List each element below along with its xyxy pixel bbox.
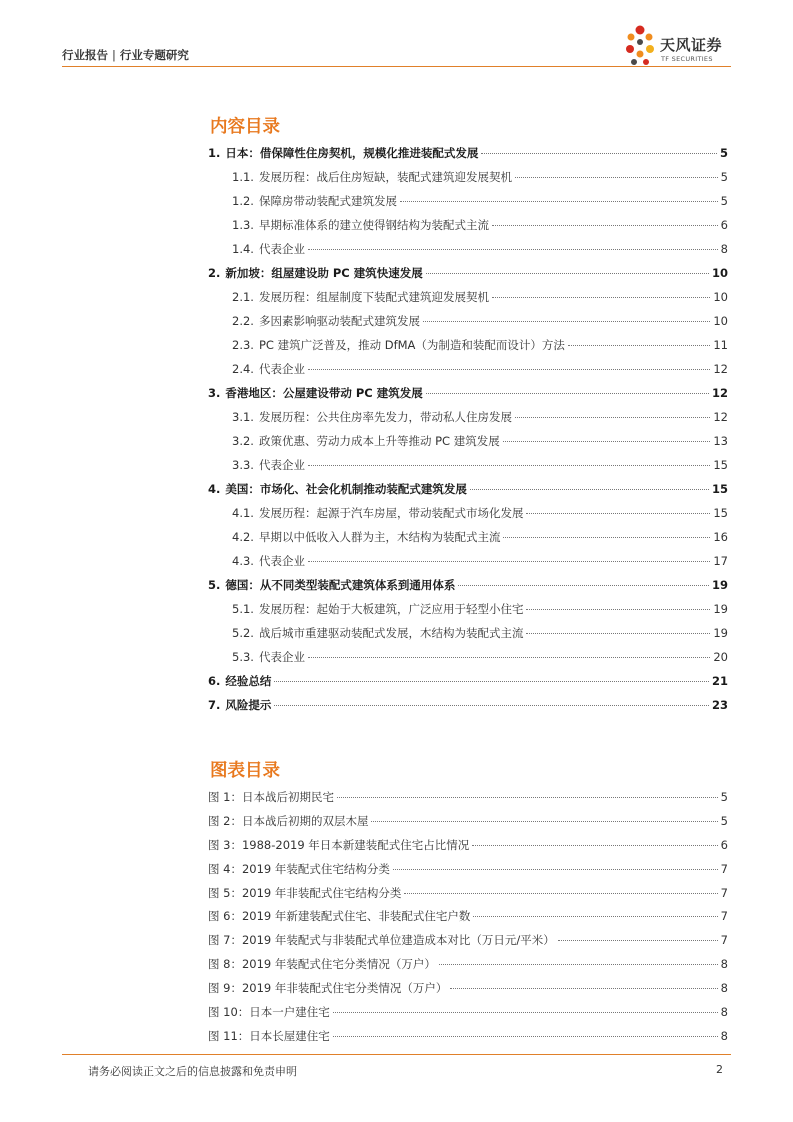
toc-entry-title: 经验总结 — [225, 674, 272, 688]
figure-entry-title: 图 3：1988-2019 年日本新建装配式住宅占比情况 — [208, 837, 470, 852]
dot-leader — [274, 705, 709, 706]
toc-entry-page: 6 — [720, 218, 728, 232]
toc-entry-title: 发展历程：组屋制度下装配式建筑迎发展契机 — [258, 290, 489, 304]
toc-entry[interactable] — [208, 285, 728, 309]
toc-entry[interactable] — [208, 405, 728, 429]
toc-entry[interactable] — [208, 525, 728, 549]
toc-entry-page: 10 — [713, 314, 728, 328]
dot-leader — [308, 657, 710, 658]
toc-entry-number: 4.1. — [232, 506, 254, 520]
toc-entry-page: 19 — [713, 602, 728, 616]
toc-entry-page: 8 — [720, 242, 728, 256]
page-number: 2 — [716, 1063, 723, 1076]
toc-entry-number: 3. — [208, 386, 221, 400]
toc-entry[interactable] — [208, 333, 728, 357]
toc-entry-number: 1.2. — [232, 194, 254, 208]
toc-entry-title: 香港地区：公屋建设带动 PC 建筑发展 — [225, 386, 423, 400]
toc-title: 内容目录 — [210, 117, 280, 137]
toc-entry-page: 12 — [713, 410, 728, 424]
toc-entry-title: 政策优惠、劳动力成本上升等推动 PC 建筑发展 — [258, 434, 500, 448]
logo-english-name: TF SECURITIES — [661, 55, 713, 63]
toc-entry-title: 德国：从不同类型装配式建筑体系到通用体系 — [225, 578, 456, 592]
toc-entry-page: 17 — [713, 554, 728, 568]
toc-entry-title: 风险提示 — [225, 698, 272, 712]
toc-entry-page: 15 — [713, 458, 728, 472]
toc-entry-title: 代表企业 — [258, 242, 305, 256]
toc-entry[interactable] — [208, 141, 728, 165]
toc-entry-page: 21 — [711, 674, 728, 688]
dot-leader — [458, 585, 709, 586]
dot-leader — [404, 893, 717, 894]
toc-entry-number: 6. — [208, 674, 221, 688]
dot-leader — [492, 225, 718, 226]
dot-leader — [426, 273, 709, 274]
toc-entry-title: PC 建筑广泛普及，推动 DfMA（为制造和装配而设计）方法 — [258, 338, 565, 352]
figure-entry[interactable] — [208, 858, 728, 882]
figure-entry-title: 图 10：日本一户建住宅 — [208, 1005, 330, 1020]
toc-entry-title: 代表企业 — [258, 554, 305, 568]
toc-entry-number: 3.2. — [232, 434, 254, 448]
toc-entry-number: 5.3. — [232, 650, 254, 664]
toc-entry-page: 5 — [719, 146, 728, 160]
toc-entry-page: 23 — [711, 698, 728, 712]
dot-leader — [400, 201, 718, 202]
dot-leader — [472, 845, 717, 846]
dot-leader — [481, 153, 717, 154]
footer-divider — [62, 1054, 731, 1055]
figure-entry-title: 图 7：2019 年装配式与非装配式单位建造成本对比（万日元/平米） — [208, 933, 555, 948]
toc-entry-number: 4. — [208, 482, 221, 496]
toc-entry-number: 2.2. — [232, 314, 254, 328]
toc-entry-number: 3.3. — [232, 458, 254, 472]
disclaimer-text: 请务必阅读正文之后的信息披露和免责申明 — [88, 1065, 297, 1078]
figure-entry-title: 图 6：2019 年新建装配式住宅、非装配式住宅户数 — [208, 909, 471, 924]
toc-entry[interactable] — [208, 357, 728, 381]
toc-entry-title: 代表企业 — [258, 650, 305, 664]
dot-leader — [450, 988, 717, 989]
figure-entry[interactable] — [208, 834, 728, 858]
figure-entry-title: 图 4：2019 年装配式住宅结构分类 — [208, 861, 390, 876]
figure-entry[interactable] — [208, 977, 728, 1001]
toc-entry-number: 1. — [208, 146, 221, 160]
dot-leader — [515, 417, 710, 418]
toc-entry-title: 战后城市重建驱动装配式发展，木结构为装配式主流 — [258, 626, 524, 640]
dot-leader — [526, 609, 710, 610]
dot-leader — [308, 249, 718, 250]
figure-entry-page: 6 — [720, 837, 728, 852]
toc-entry-number: 1.3. — [232, 218, 254, 232]
toc-entry-page: 10 — [713, 290, 728, 304]
toc-entry-title: 发展历程：起源于汽车房屋，带动装配式市场化发展 — [258, 506, 524, 520]
figure-entry[interactable] — [208, 953, 728, 977]
toc-entry[interactable] — [208, 261, 728, 285]
figure-entry-page: 7 — [720, 933, 728, 948]
category-label: 行业报告 — [62, 48, 108, 62]
toc-entry-page: 13 — [713, 434, 728, 448]
toc-entry-page: 10 — [711, 266, 728, 280]
dot-leader — [568, 345, 710, 346]
figure-entry-page: 8 — [720, 1005, 728, 1020]
dot-leader — [515, 177, 718, 178]
figure-entry-page: 8 — [720, 957, 728, 972]
dot-leader — [371, 821, 717, 822]
figure-entry-title: 图 9：2019 年非装配式住宅分类情况（万户） — [208, 981, 448, 996]
toc-entry-page: 15 — [711, 482, 728, 496]
toc-entry-number: 1.4. — [232, 242, 254, 256]
dot-leader — [492, 297, 710, 298]
toc-entry-number: 2.1. — [232, 290, 254, 304]
figure-entry-title: 图 11：日本长屋建住宅 — [208, 1028, 330, 1043]
dot-leader — [423, 321, 710, 322]
toc-entry[interactable] — [208, 597, 728, 621]
logo-chinese-name: 天风证券 — [660, 36, 723, 54]
flower-logo-icon — [622, 24, 658, 70]
dot-leader — [308, 369, 710, 370]
dot-leader — [526, 633, 710, 634]
toc-entry[interactable] — [208, 621, 728, 645]
dot-leader — [426, 393, 709, 394]
figure-entry[interactable] — [208, 1001, 728, 1025]
toc-entry-title: 发展历程：起始于大板建筑，广泛应用于轻型小住宅 — [258, 602, 524, 616]
dot-leader — [308, 561, 710, 562]
figure-list — [208, 786, 728, 1049]
toc-entry[interactable] — [208, 477, 728, 501]
figure-entry-title: 图 1：日本战后初期民宅 — [208, 790, 334, 804]
toc-entry-title: 多因素影响驱动装配式建筑发展 — [258, 314, 420, 328]
toc-entry-page: 16 — [713, 530, 728, 544]
figure-entry-page: 5 — [720, 813, 728, 828]
figure-entry[interactable] — [208, 786, 728, 810]
toc-entry[interactable] — [208, 213, 728, 237]
dot-leader — [439, 964, 718, 965]
toc-entry-page: 20 — [713, 650, 728, 664]
figure-entry[interactable] — [208, 1025, 728, 1049]
toc-entry-number: 5.2. — [232, 626, 254, 640]
toc-entry-title: 代表企业 — [258, 362, 305, 376]
toc-entry[interactable] — [208, 453, 728, 477]
toc-entry-page: 19 — [713, 626, 728, 640]
toc-entry-page: 5 — [720, 170, 728, 184]
toc-entry-number: 3.1. — [232, 410, 254, 424]
toc-entry-number: 4.3. — [232, 554, 254, 568]
toc-entry[interactable] — [208, 693, 728, 717]
toc-entry-number: 5. — [208, 578, 221, 592]
toc-entry-number: 1.1. — [232, 170, 254, 184]
toc-entry-number: 5.1. — [232, 602, 254, 616]
figure-entry[interactable] — [208, 905, 728, 929]
toc-entry-title: 新加坡：组屋建设助 PC 建筑快速发展 — [225, 266, 423, 280]
dot-leader — [558, 940, 718, 941]
toc-entry-page: 19 — [711, 578, 728, 592]
figure-list-title: 图表目录 — [210, 761, 280, 781]
toc-entry[interactable] — [208, 381, 728, 405]
report-category: 行业报告 | 行业专题研究 — [62, 48, 189, 62]
toc-entry-number: 7. — [208, 698, 221, 712]
figure-entry[interactable] — [208, 810, 728, 834]
toc-entry[interactable] — [208, 165, 728, 189]
figure-entry-page: 8 — [720, 981, 728, 996]
dot-leader — [473, 916, 717, 917]
header-divider — [62, 66, 731, 67]
toc-entry-title: 日本：借保障性住房契机，规模化推进装配式发展 — [225, 146, 479, 160]
figure-entry-page: 8 — [720, 1028, 728, 1043]
toc-entry[interactable] — [208, 573, 728, 597]
toc-entry[interactable] — [208, 501, 728, 525]
toc-list — [208, 141, 728, 717]
figure-entry-title: 图 5：2019 年非装配式住宅结构分类 — [208, 885, 402, 900]
toc-entry-title: 保障房带动装配式建筑发展 — [258, 194, 397, 208]
toc-entry-title: 早期标准体系的建立使得钢结构为装配式主流 — [258, 218, 489, 232]
figure-entry[interactable] — [208, 929, 728, 953]
toc-entry-page: 12 — [713, 362, 728, 376]
figure-entry-page: 5 — [720, 790, 728, 804]
dot-leader — [333, 1012, 718, 1013]
toc-entry-number: 2. — [208, 266, 221, 280]
figure-entry-page: 7 — [720, 885, 728, 900]
dot-leader — [470, 489, 709, 490]
figure-entry-title: 图 8：2019 年装配式住宅分类情况（万户） — [208, 957, 436, 972]
dot-leader — [308, 465, 710, 466]
company-logo — [622, 24, 734, 70]
toc-entry-number: 2.4. — [232, 362, 254, 376]
dot-leader — [337, 797, 718, 798]
toc-entry-page: 15 — [713, 506, 728, 520]
figure-entry-page: 7 — [720, 861, 728, 876]
toc-entry-page: 11 — [713, 338, 728, 352]
dot-leader — [274, 681, 709, 682]
toc-entry-title: 发展历程：公共住房率先发力，带动私人住房发展 — [258, 410, 512, 424]
dot-leader — [526, 513, 710, 514]
toc-entry-title: 代表企业 — [258, 458, 305, 472]
toc-entry[interactable] — [208, 429, 728, 453]
dot-leader — [393, 869, 718, 870]
dot-leader — [503, 441, 711, 442]
figure-entry-title: 图 2：日本战后初期的双层木屋 — [208, 813, 369, 828]
toc-entry-number: 4.2. — [232, 530, 254, 544]
dot-leader — [333, 1036, 718, 1037]
toc-entry[interactable] — [208, 645, 728, 669]
toc-entry-title: 早期以中低收入人群为主，木结构为装配式主流 — [258, 530, 501, 544]
figure-entry-page: 7 — [720, 909, 728, 924]
figure-entry[interactable] — [208, 882, 728, 906]
toc-entry-number: 2.3. — [232, 338, 254, 352]
toc-entry-title: 发展历程：战后住房短缺，装配式建筑迎发展契机 — [258, 170, 512, 184]
toc-entry-page: 5 — [720, 194, 728, 208]
dot-leader — [503, 537, 710, 538]
subcategory-label: 行业专题研究 — [119, 48, 189, 62]
toc-entry[interactable] — [208, 309, 728, 333]
toc-entry[interactable] — [208, 237, 728, 261]
toc-entry-title: 美国：市场化、社会化机制推动装配式建筑发展 — [225, 482, 467, 496]
toc-entry-page: 12 — [711, 386, 728, 400]
toc-entry[interactable] — [208, 549, 728, 573]
toc-entry[interactable] — [208, 189, 728, 213]
toc-entry[interactable] — [208, 669, 728, 693]
